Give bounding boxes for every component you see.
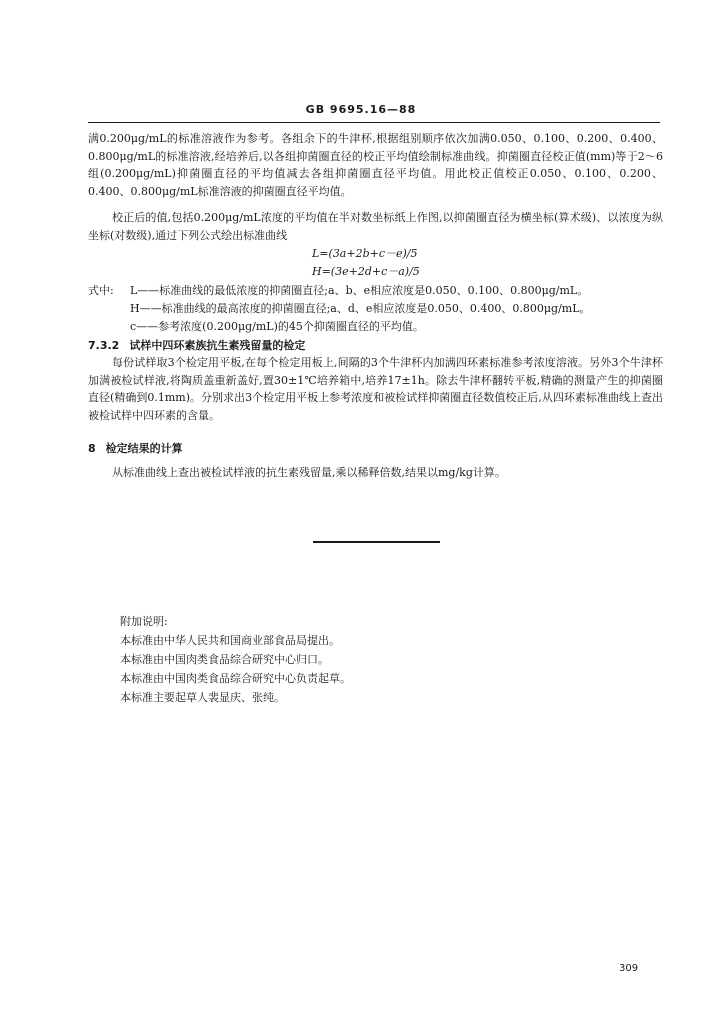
formula-H: H=(3e+2d+c－a)/5: [312, 265, 420, 278]
definition-c: c——参考浓度(0.200μg/mL)的45个抑菌圈直径的平均值。: [130, 320, 424, 333]
section-number: 8: [88, 442, 96, 455]
section-heading-8: [88, 440, 183, 456]
page-number: 309: [619, 963, 639, 974]
paragraph-result: 从标准曲线上查出被检试样液的抗生素残留量,乘以稀释倍数,结果以mg/kg计算。: [112, 466, 506, 479]
notes-title: 附加说明:: [120, 615, 168, 628]
paragraph-plotting: 校正后的值,包括0.200μg/mL浓度的平均值在半对数坐标纸上作图,以抑菌圈直径为横坐标(算术级)、以浓度为纵坐标(对数级),通过下列公式绘出标准曲线: [88, 211, 663, 242]
section-title: 试样中四环素族抗生素残留量的检定: [129, 339, 306, 352]
definition-L: L——标准曲线的最低浓度的抑菌圈直径;a、b、e相应浓度是0.050、0.100、0.800μg/mL。: [130, 284, 589, 297]
section-number: 7.3.2: [88, 339, 120, 352]
section-title: 检定结果的计算: [105, 442, 183, 455]
standard-number-header: GB 9695.16—88: [305, 103, 417, 116]
notes-line: 本标准由中华人民共和国商业部食品局提出。: [120, 634, 340, 647]
section-heading-7-3-2: [88, 337, 305, 353]
notes-line: 本标准由中国肉类食品综合研究中心归口。: [120, 653, 329, 666]
notes-line: 本标准主要起草人裴显庆、张纯。: [120, 691, 285, 704]
notes-line: 本标准由中国肉类食品综合研究中心负责起草。: [120, 672, 351, 685]
paragraph-calibration: 满0.200μg/mL的标准溶液作为参考。各组余下的牛津杯,根据组别顺序依次加满0.050、0.100、0.200、0.400、0.800μg/mL的标准溶液,经培养后,以各组抑菌圈直径的校正平均值绘制标准曲线。抑菌圈直径校正值(mm)等于2～6组(0.200μg/mL)抑菌圈直径的平均值减去各组抑菌圈直径平均值。用此校正值校正0.050、0.100、0.200、0.400、0.800μg/mL标准溶液的抑菌圈直径平均值。: [88, 132, 663, 198]
header-rule: [88, 122, 660, 123]
end-rule: [313, 541, 440, 543]
paragraph-assay: 每份试样取3个检定用平板,在每个检定用板上,间隔的3个牛津杯内加满四环素标准参考浓度溶液。另外3个牛津杯加满被检试样液,将陶质盖重新盖好,置30±1℃培养箱中,培养17±1h。除去牛津杯翻转平板,精确的测量产生的抑菌圈直径(精确到0.1mm)。分别求出3个检定用平板上参考浓度和被检试样抑菌圈直径数值校正后,从四环素标准曲线上查出被检试样中四环素的含量。: [88, 356, 663, 422]
additional-notes: [120, 612, 351, 707]
definition-prefix: 式中:: [88, 284, 114, 297]
definition-H: H——标准曲线的最高浓度的抑菌圈直径;a、d、e相应浓度是0.050、0.400、0.800μg/mL。: [130, 302, 591, 315]
formula-L: L=(3a+2b+c－e)/5: [312, 247, 418, 260]
